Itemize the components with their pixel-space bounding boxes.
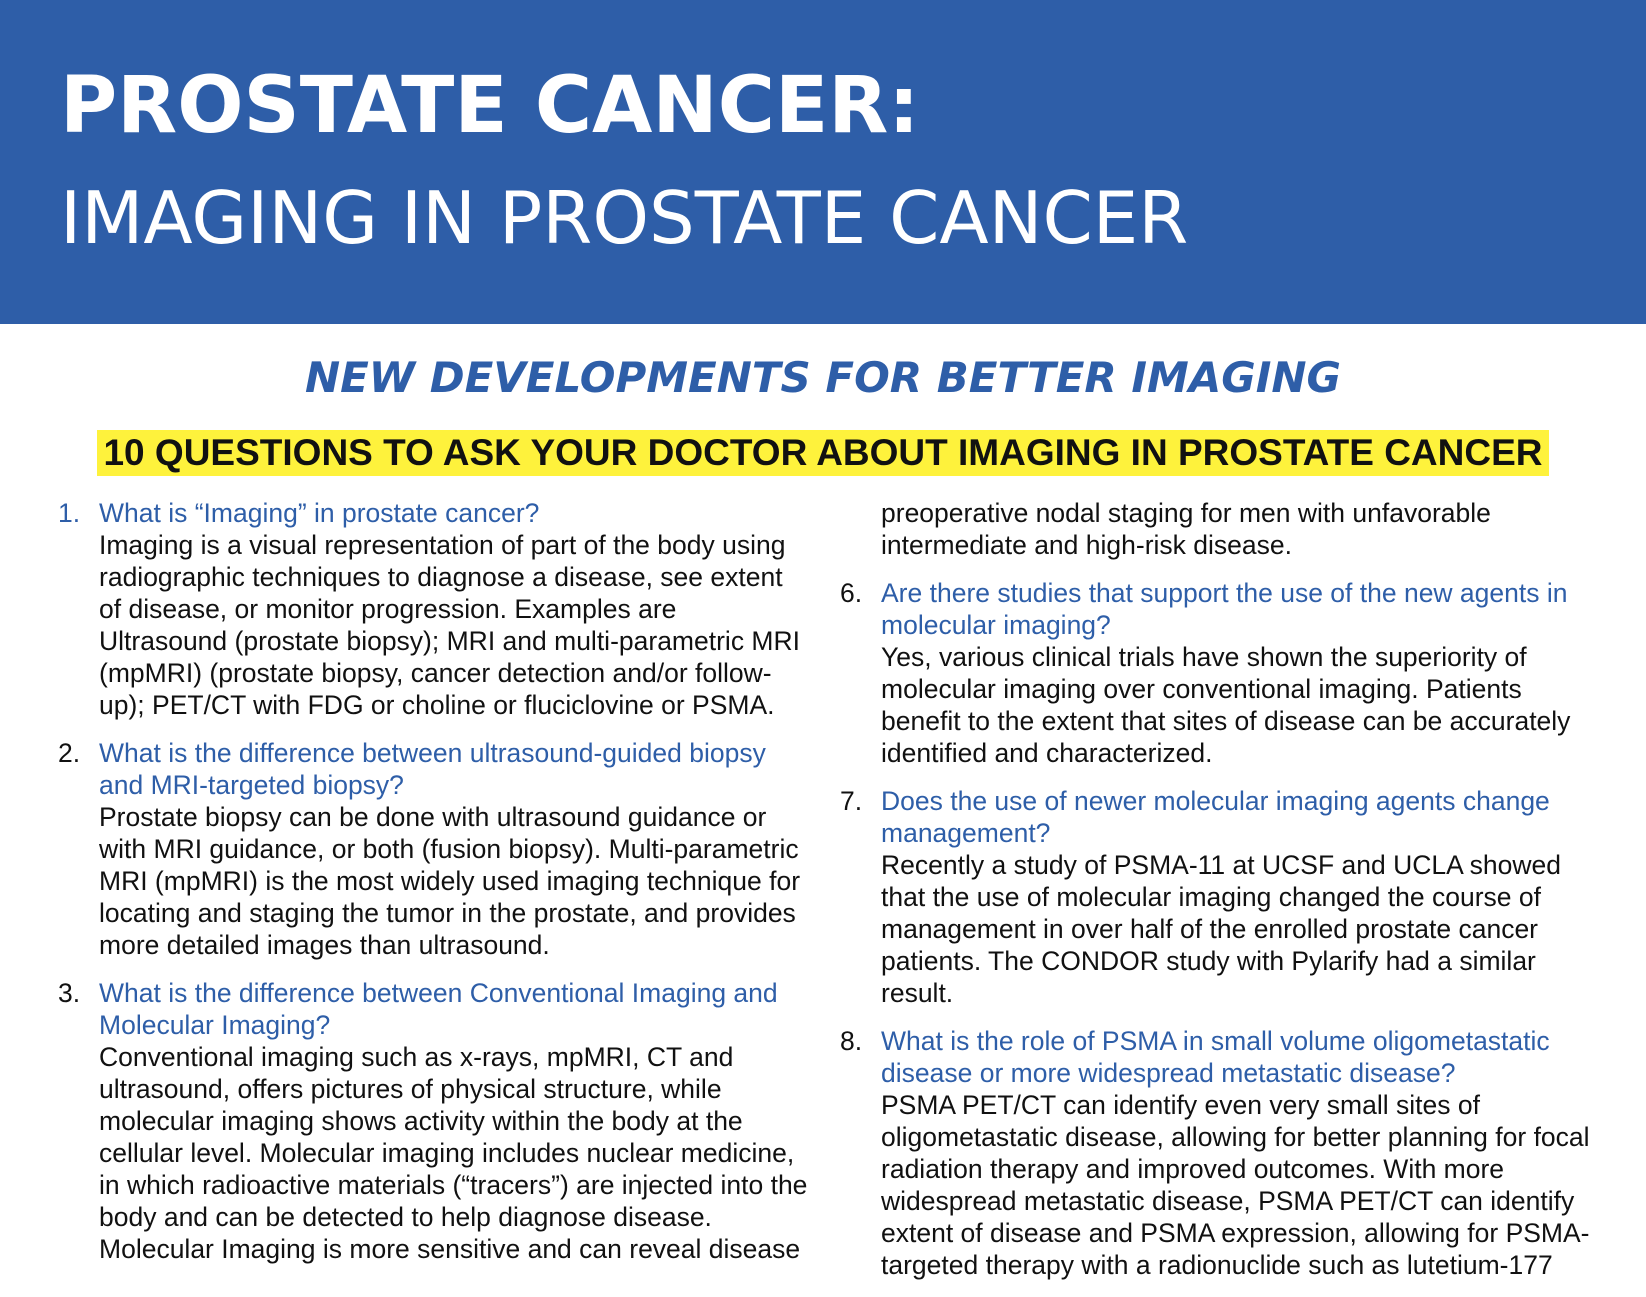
answer-text: Prostate biopsy can be done with ultrasound guidance or with MRI guidance, or both (fusion biopsy). Multi-parametric MRI (mpMRI) is the most widely used imaging technique for locating and staging the tumor in the prostate, and provides more detailed images than ultrasound.	[99, 802, 801, 960]
continued-answer-text: preoperative nodal staging for men with unfavorable intermediate and high-risk disease.	[881, 498, 1491, 560]
question-item-1	[58, 497, 810, 721]
question-number: 8.	[840, 1026, 863, 1056]
question-number: 6.	[840, 578, 863, 608]
question-text: Are there studies that support the use of the new agents in molecular imaging?	[881, 578, 1568, 640]
right-column	[840, 497, 1600, 1297]
highlight-heading: 10 QUESTIONS TO ASK YOUR DOCTOR ABOUT IMAGING IN PROSTATE CANCER	[97, 430, 1548, 476]
question-text: Does the use of newer molecular imaging agents change management?	[881, 786, 1550, 848]
question-item-6	[840, 577, 1600, 769]
question-item-2	[58, 737, 810, 961]
answer-text: Yes, various clinical trials have shown the superiority of molecular imaging over conventional imaging. Patients benefit to the extent that sites of disease can be accurately identified and characterized.	[881, 642, 1571, 768]
question-text: What is the role of PSMA in small volume oligometastatic disease or more widespread metastatic disease?	[881, 1026, 1550, 1088]
page-subtitle: IMAGING IN PROSTATE CANCER	[60, 176, 1189, 260]
question-item-8	[840, 1025, 1600, 1281]
answer-text: PSMA PET/CT can identify even very small sites of oligometastatic disease, allowing for better planning for focal radiation therapy and improved outcomes. With more widespread metastatic disease, PSMA PET/CT can identify extent of disease and PSMA expression, allowing for PSMA-targeted therapy with a radionuclide such as lutetium-177	[881, 1090, 1590, 1280]
question-text: What is the difference between ultrasound-guided biopsy and MRI-targeted biopsy?	[99, 738, 766, 800]
highlight-heading-wrap	[0, 430, 1646, 476]
question-item-3	[58, 977, 810, 1265]
answer-text: Imaging is a visual representation of part of the body using radiographic techniques to diagnose a disease, see extent of disease, or monitor progression. Examples are Ultrasound (prostate biopsy); MRI and multi-parametric MRI (mpMRI) (prostate biopsy, cancer detection and/or follow-up); PET/CT with FDG or choline or fluciclovine or PSMA.	[99, 530, 801, 720]
header-banner	[0, 0, 1646, 324]
left-column	[58, 497, 810, 1281]
page-title: PROSTATE CANCER:	[60, 61, 920, 151]
question-number: 3.	[58, 978, 81, 1008]
question-number: 1.	[58, 498, 81, 528]
answer-text: Recently a study of PSMA-11 at UCSF and UCLA showed that the use of molecular imaging changed the course of management in over half of the enrolled prostate cancer patients. The CONDOR study with Pylarify had a similar result.	[881, 850, 1561, 1008]
question-number: 2.	[58, 738, 81, 768]
question-text: What is “Imaging” in prostate cancer?	[99, 498, 540, 528]
section-heading: NEW DEVELOPMENTS FOR BETTER IMAGING	[304, 353, 1342, 402]
question-number: 7.	[840, 786, 863, 816]
question-item-7	[840, 785, 1600, 1009]
question-text: What is the difference between Conventional Imaging and Molecular Imaging?	[99, 978, 778, 1040]
answer-text: Conventional imaging such as x-rays, mpMRI, CT and ultrasound, offers pictures of physical structure, while molecular imaging shows activity within the body at the cellular level. Molecular imaging includes nuclear medicine, in which radioactive materials (“tracers”) are injected into the body and can be detected to help diagnose disease. Molecular Imaging is more sensitive and can reveal disease	[99, 1042, 808, 1264]
